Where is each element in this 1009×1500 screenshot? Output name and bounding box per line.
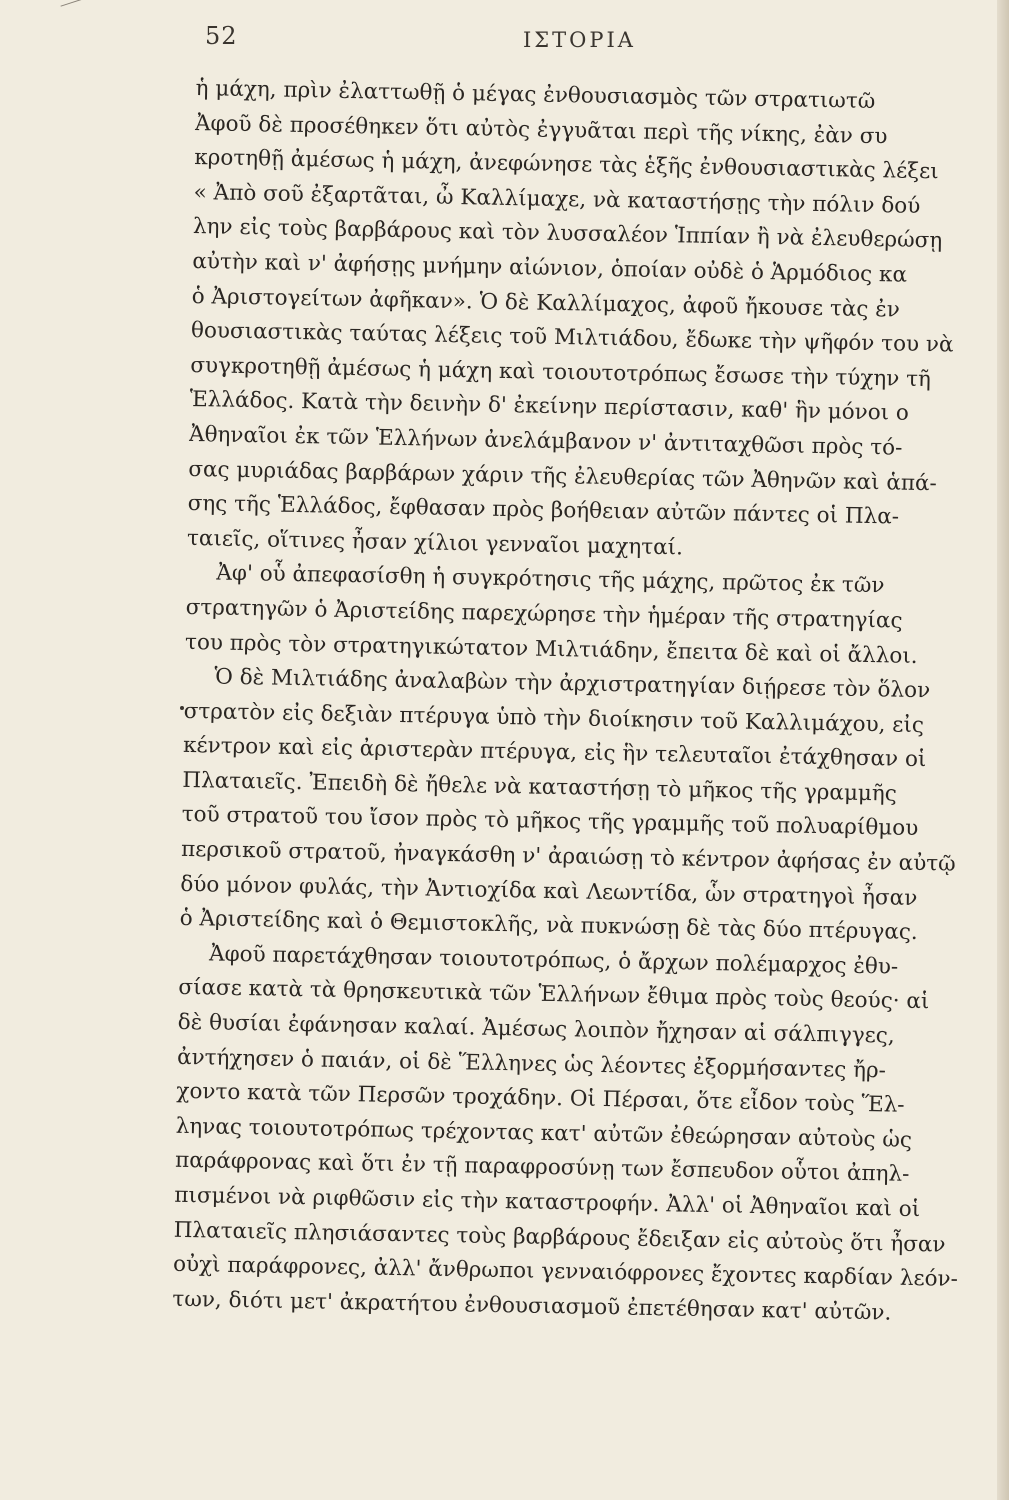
text-line: Ἀφοῦ δὲ προσέθηκεν ὅτι αὐτὸς ἐγγυᾶται περὶ τῆς νίκης, ἐὰν συ: [194, 110, 888, 149]
text-line: οὐχὶ παράφρονες, ἀλλ' ἄνθρωποι γενναιόφρονες ἔχοντες καρδίαν λεόν-: [172, 1251, 959, 1293]
running-title: ΙΣΤΟΡΙΑ: [523, 28, 636, 52]
page-edge: [997, 0, 1009, 1500]
text-line: σης τῆς Ἑλλάδος, ἔφθασαν πρὸς βοήθειαν αὐτῶν πάντες οἱ Πλα-: [187, 491, 900, 530]
text-line: σας μυριάδας βαρβάρων χάριν τῆς ἐλευθερίας τῶν Ἀθηνῶν καὶ ἁπά-: [188, 456, 938, 496]
text-line: περσικοῦ στρατοῦ, ἠναγκάσθη ν' ἀραιώσῃ τὸ κέντρον ἀφήσας ἐν αὐτῷ: [180, 836, 956, 877]
text-line: δύο μόνον φυλάς, τὴν Ἀντιοχίδα καὶ Λεωντίδα, ὧν στρατηγοὶ ἦσαν: [180, 871, 918, 911]
text-line: Ἀφοῦ παρετάχθησαν τοιουτοτρόπως, ὁ ἄρχων πολέμαρχος ἐθυ-: [208, 941, 899, 980]
text-line: Πλαταιεῖς πλησιάσαντες τοὺς βαρβάρους ἔδειξαν εἰς αὐτοὺς ὅτι ἦσαν: [173, 1217, 946, 1258]
text-line: του πρὸς τὸν στρατηγικώτατον Μιλτιάδην, ἔπειτα δὲ καὶ οἱ ἄλλοι.: [184, 629, 918, 669]
text-line: ὁ Ἀριστογείτων ἀφῆκαν». Ὁ δὲ Καλλίμαχος, ἀφοῦ ἤκουσε τὰς ἐν: [191, 283, 901, 323]
text-line: στρατηγῶν ὁ Ἀριστείδης παρεχώρησε τὴν ἡμέραν τῆς στρατηγίας: [185, 594, 903, 634]
text-line: Ἑλλάδος. Κατὰ τὴν δεινὴν δ' ἐκείνην περίστασιν, καθ' ἣν μόνοι ο: [189, 387, 910, 427]
text-line: κέντρον καὶ εἰς ἀριστερὰν πτέρυγα, εἰς ἣν τελευταῖοι ἐτάχθησαν οἱ: [182, 733, 927, 773]
text-line: « Ἀπὸ σοῦ ἐξαρτᾶται, ὦ Καλλίμαχε, νὰ καταστήσῃς τὴν πόλιν δού: [193, 179, 921, 219]
body-text: [170, 72, 992, 1427]
page-number: 52: [205, 22, 238, 50]
text-line: θουσιαστικὰς ταύτας λέξεις τοῦ Μιλτιάδου, ἔδωκε τὴν ψῆφόν του νὰ: [190, 318, 954, 358]
text-line: των, διότι μετ' ἀκρατήτου ἐνθουσιασμοῦ ἐπετέθησαν κατ' αὐτῶν.: [172, 1286, 892, 1326]
text-line: αὐτὴν καὶ ν' ἀφήσῃς μνήμην αἰώνιον, ὁποίαν οὐδὲ ὁ Ἁρμόδιος κα: [192, 248, 908, 288]
text-line: ληνας τοιουτοτρόπως τρέχοντας κατ' αὐτῶν ἐθεώρησαν αὐτοὺς ὡς: [175, 1113, 913, 1153]
text-line: Ἀθηναῖοι ἐκ τῶν Ἑλλήνων ἀνελάμβανον ν' ἀντιταχθῶσι πρὸς τό-: [188, 421, 903, 461]
text-line: συγκροτηθῇ ἀμέσως ἡ μάχη καὶ τοιουτοτρόπως ἔσωσε τὴν τύχην τῆ: [190, 352, 932, 392]
page-header: [0, 18, 1009, 58]
text-line: σίασε κατὰ τὰ θρησκευτικὰ τῶν Ἑλλήνων ἔθιμα πρὸς τοὺς θεούς· αἱ: [178, 975, 930, 1015]
text-line: Ἀφ' οὗ ἀπεφασίσθη ἡ συγκρότησις τῆς μάχης, πρῶτος ἐκ τῶν: [216, 560, 885, 599]
text-line: τοῦ στρατοῦ του ἴσον πρὸς τὸ μῆκος τῆς γραμμῆς τοῦ πολυαρίθμου: [181, 802, 919, 842]
paragraph: [187, 72, 992, 572]
text-line: Πλαταιεῖς. Ἐπειδὴ δὲ ἤθελε νὰ καταστήσῃ τὸ μῆκος τῆς γραμμῆς: [182, 767, 898, 807]
paragraph: [172, 937, 975, 1333]
text-line: δὲ θυσίαι ἐφάνησαν καλαί. Ἀμέσως λοιπὸν ἤχησαν αἱ σάλπιγγες,: [177, 1009, 895, 1049]
paragraph: [179, 660, 980, 952]
text-line: ὁ Ἀριστείδης καὶ ὁ Θεμιστοκλῆς, νὰ πυκνώσῃ δὲ τὰς δύο πτέρυγας.: [179, 906, 918, 946]
text-line: ἀντήχησεν ὁ παιάν, οἱ δὲ Ἕλληνες ὡς λέοντες ἐξορμήσαντες ἤρ-: [176, 1044, 887, 1084]
text-line: πισμένοι νὰ ριφθῶσιν εἰς τὴν καταστροφήν. Ἀλλ' οἱ Ἀθηναῖοι καὶ οἱ: [174, 1182, 921, 1223]
text-line: ταιεῖς, οἵτινες ἦσαν χίλιοι γενναῖοι μαχηταί.: [186, 525, 684, 561]
text-line: κροτηθῇ ἀμέσως ἡ μάχη, ἀνεφώνησε τὰς ἑξῆς ἐνθουσιαστικὰς λέξει: [194, 145, 939, 185]
text-line: ἡ μάχη, πρὶν ἐλαττωθῇ ὁ μέγας ἐνθουσιασμὸς τῶν στρατιωτῶ: [195, 75, 876, 115]
text-line: παράφρονας καὶ ὅτι ἐν τῇ παραφροσύνῃ των ἔσπευδον οὗτοι ἀπηλ-: [174, 1148, 910, 1188]
text-line: στρατὸν εἰς δεξιὰν πτέρυγα ὑπὸ τὴν διοίκησιν τοῦ Καλλιμάχου, εἰς: [183, 698, 925, 738]
text-line: λην εἰς τοὺς βαρβάρους καὶ τὸν λυσσαλέον Ἱππίαν ἢ νὰ ἐλευθερώσῃ: [192, 214, 943, 254]
text-line: Ὁ δὲ Μιλτιάδης ἀναλαβὼν τὴν ἀρχιστρατηγίαν διῄρεσε τὸν ὅλον: [214, 664, 931, 704]
paragraph: [185, 556, 983, 675]
text-line: χοντο κατὰ τῶν Περσῶν τροχάδην. Οἱ Πέρσαι, ὅτε εἶδον τοὺς Ἕλ-: [176, 1079, 905, 1119]
